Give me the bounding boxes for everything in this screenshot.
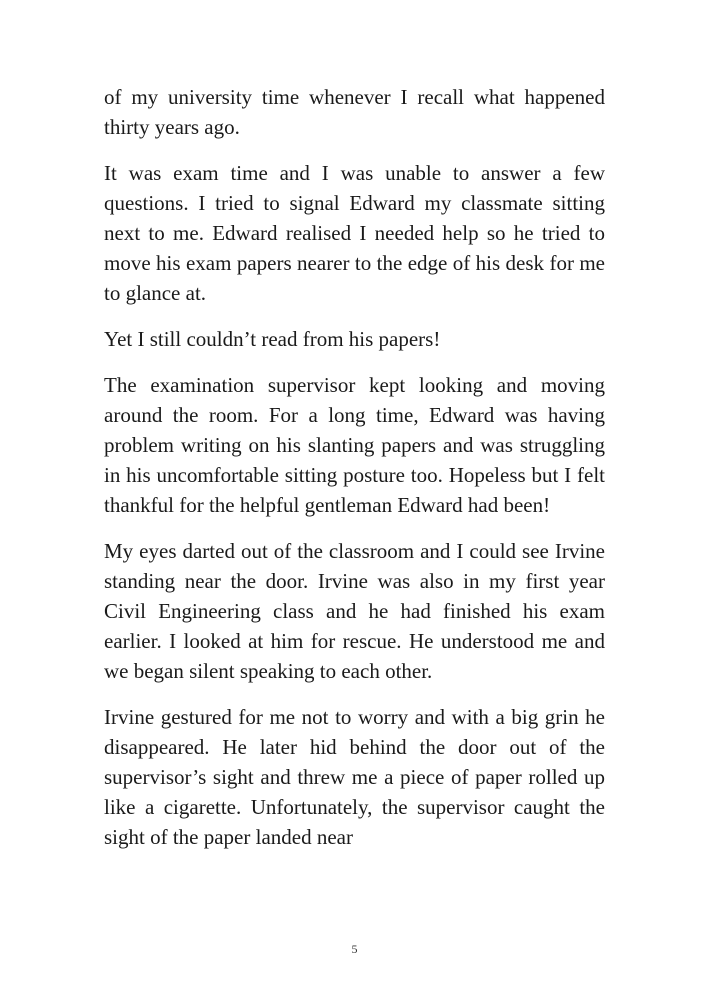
paragraph: It was exam time and I was unable to answer a few questions. I tried to signal Edward my classmate sitting next to me. Edward realised I needed help so he tried to move his exam papers nearer to the edge of his desk for me to glance at.	[104, 161, 605, 305]
body-text	[104, 82, 605, 868]
paragraph: Irvine gestured for me not to worry and with a big grin he disappeared. He later hid behind the door out of the supervisor’s sight and threw me a piece of paper rolled up like a cigarette. Unfortunately, the supervisor caught the sight of the paper landed near	[104, 705, 605, 849]
paragraph: The examination supervisor kept looking and moving around the room. For a long time, Edward was having problem writing on his slanting papers and was struggling in his uncomfortable sitting posture too. Hopeless but I felt thankful for the helpful gentleman Edward had been!	[104, 373, 605, 517]
paragraph: Yet I still couldn’t read from his papers!	[104, 327, 441, 351]
paragraph: of my university time whenever I recall what happened thirty years ago.	[104, 85, 605, 139]
page-number: 5	[351, 942, 358, 956]
paragraph: My eyes darted out of the classroom and I could see Irvine standing near the door. Irvine was also in my first year Civil Engineering class and he had finished his exam earlier. I looked at him for rescue. He understood me and we began silent speaking to each other.	[104, 539, 605, 683]
